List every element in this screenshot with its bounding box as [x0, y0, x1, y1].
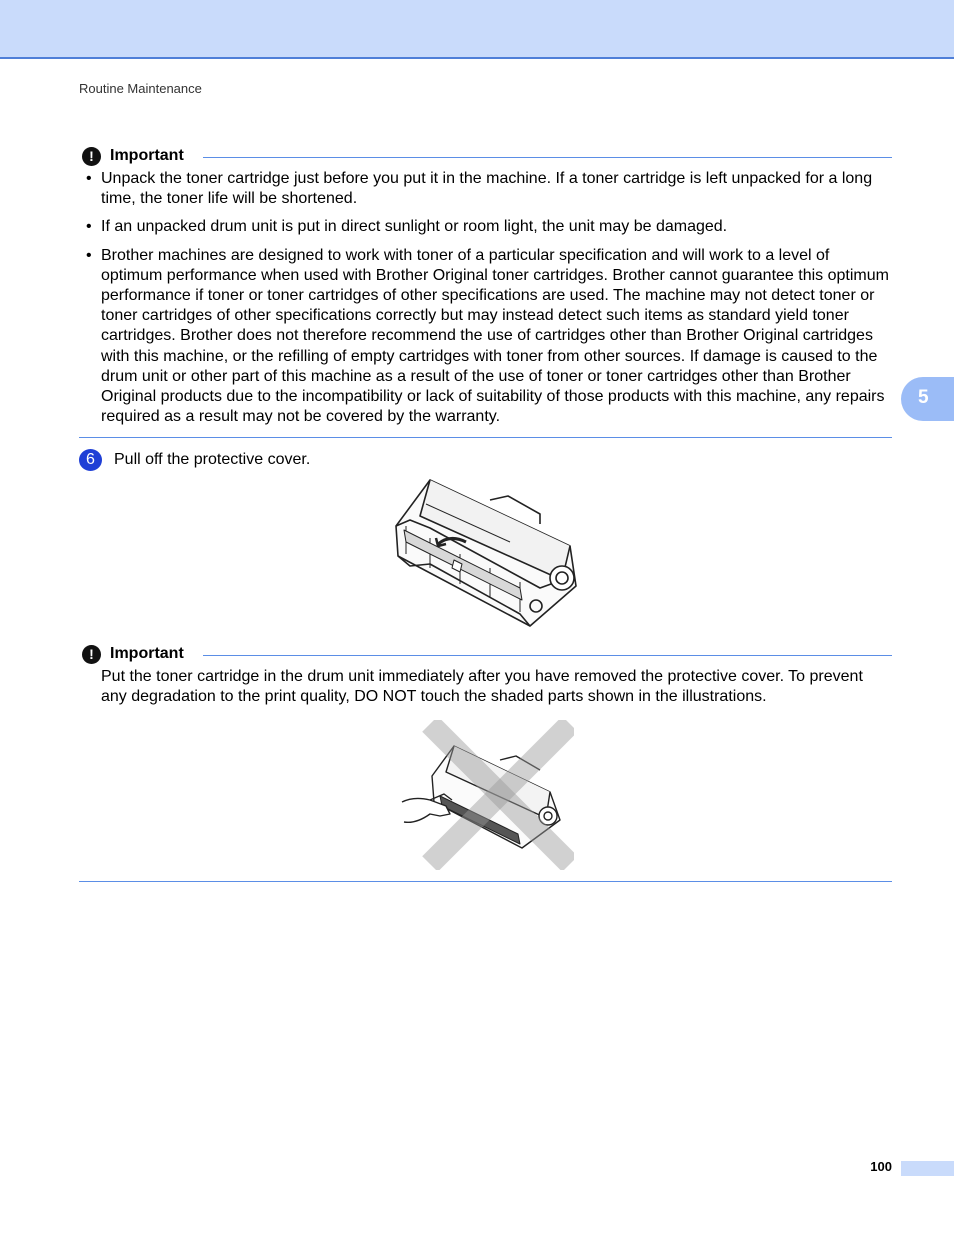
header-band [0, 0, 954, 59]
exclamation-icon: ! [82, 147, 101, 166]
important-title: Important [110, 147, 184, 164]
do-not-touch-illustration [400, 720, 574, 870]
important-heading-1 [79, 146, 892, 168]
bullet-item: • If an unpacked drum unit is put in direct sunlight or room light, the unit may be damaged. [79, 217, 892, 237]
step-text: Pull off the protective cover. [114, 451, 311, 468]
important-bullet-list [79, 169, 892, 435]
page-number: 100 [870, 1159, 892, 1174]
heading-rule [203, 655, 892, 656]
exclamation-icon: ! [82, 645, 101, 664]
step-number: 6 [79, 449, 102, 471]
important-heading-2 [79, 644, 892, 666]
footer-band [901, 1161, 954, 1176]
toner-cartridge-illustration [390, 476, 582, 632]
important-title: Important [110, 645, 184, 662]
chapter-tab[interactable] [901, 377, 954, 421]
heading-rule [203, 157, 892, 158]
divider [79, 437, 892, 438]
divider [79, 881, 892, 882]
important-text: Put the toner cartridge in the drum unit immediately after you have removed the protective cover. To prevent any degradation to the print quality, DO NOT touch the shaded parts shown in the illustrations. [101, 668, 863, 706]
bullet-item: • Unpack the toner cartridge just before you put it in the machine. If a toner cartridge is left unpacked for a long time, the toner life will be shortened. [79, 169, 892, 209]
section-title: Routine Maintenance [79, 81, 202, 96]
chapter-number: 5 [918, 387, 929, 408]
bullet-item: • Brother machines are designed to work with toner of a particular specification and will work to a level of optimum performance when used with Brother Original toner cartridges. Brother cannot guarantee this optimum performance if toner or toner cartridges of other specifications are used. The machine may not detect toner or toner cartridges of other specifications correctly but may instead detect such items as standard yield toner cartridges. Brother does not therefore recommend the use of cartridges other than Brother Original cartridges with this machine, or the refilling of empty cartridges with toner from other sources. If damage is caused to the drum unit or other part of this machine as a result of the use of toner or toner cartridges other than Brother Original products due to the incompatibility or lack of suitability of those products with this machine, any repairs required as a result may not be covered by the warranty. [79, 246, 892, 428]
